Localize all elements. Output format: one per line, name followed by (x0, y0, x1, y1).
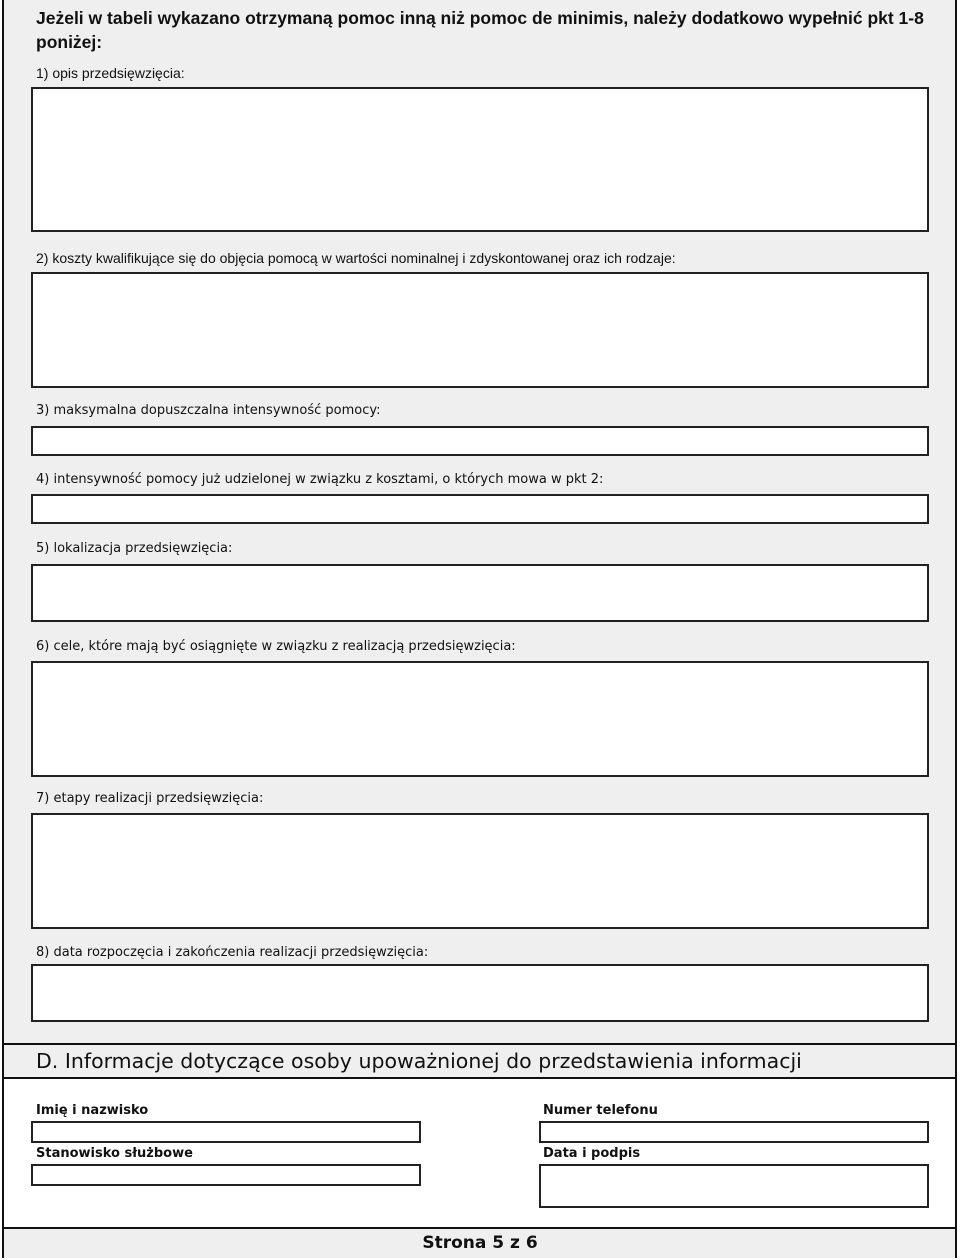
item-5-label: 5) lokalizacja przedsięwzięcia: (36, 541, 233, 556)
section-d-title: D. Informacje dotyczące osoby upoważnionej do przedstawienia informacji (36, 1049, 802, 1073)
name-label: Imię i nazwisko (36, 1103, 149, 1118)
item-8-label: 8) data rozpoczęcia i zakończenia realizacji przedsięwzięcia: (36, 945, 429, 960)
project-description-field[interactable] (31, 87, 929, 232)
date-signature-field[interactable] (539, 1164, 929, 1208)
non-de-minimis-heading: Jeżeli w tabeli wykazano otrzymaną pomoc inną niż pomoc de minimis, należy dodatkowo wypełnić pkt 1-8 poniżej: (36, 8, 924, 52)
phone-field[interactable] (539, 1121, 929, 1143)
item-1-label: 1) opis przedsięwzięcia: (36, 65, 185, 81)
item-4-label: 4) intensywność pomocy już udzielonej w związku z kosztami, o których mowa w pkt 2: (36, 472, 604, 487)
project-goals-field[interactable] (31, 661, 929, 777)
item-6-label: 6) cele, które mają być osiągnięte w związku z realizacją przedsięwzięcia: (36, 639, 516, 654)
project-location-field[interactable] (31, 564, 929, 622)
date-signature-label: Data i podpis (543, 1146, 641, 1161)
max-aid-intensity-field[interactable] (31, 426, 929, 456)
name-field[interactable] (31, 1121, 421, 1143)
position-label: Stanowisko służbowe (36, 1146, 193, 1161)
item-7-label: 7) etapy realizacji przedsięwzięcia: (36, 791, 264, 806)
eligible-costs-field[interactable] (31, 272, 929, 388)
item-2-label: 2) koszty kwalifikujące się do objęcia pomocą w wartości nominalnej i zdyskontowanej oraz ich rodzaje: (36, 250, 676, 266)
position-field[interactable] (31, 1164, 421, 1186)
project-stages-field[interactable] (31, 813, 929, 929)
item-3-label: 3) maksymalna dopuszczalna intensywność pomocy: (36, 403, 381, 418)
project-dates-field[interactable] (31, 964, 929, 1022)
page-number: Strona 5 z 6 (422, 1233, 538, 1253)
granted-aid-intensity-field[interactable] (31, 494, 929, 524)
phone-label: Numer telefonu (543, 1103, 658, 1118)
